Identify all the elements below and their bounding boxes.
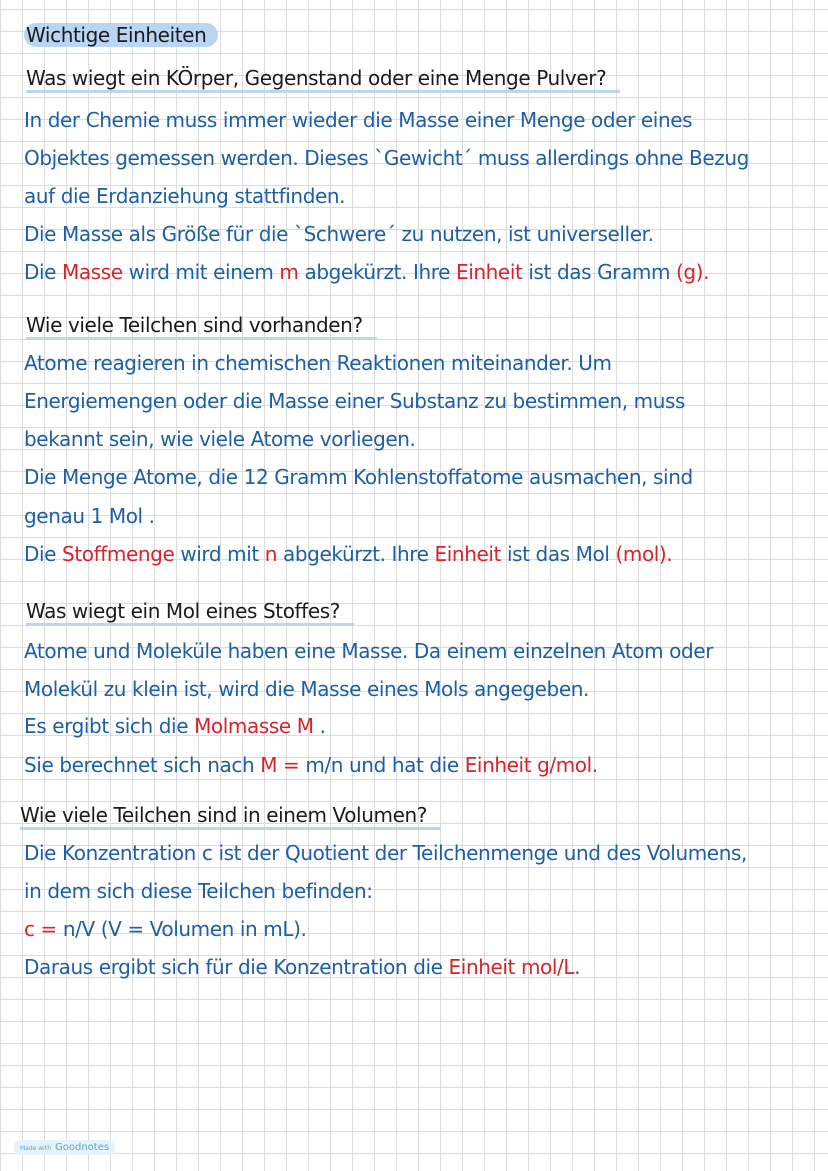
text-segment: Energiemengen oder die Masse einer Substanz zu bestimmen, muss <box>24 389 686 413</box>
highlighted-term: m <box>279 260 299 284</box>
text-line <box>24 540 672 568</box>
highlighted-term: Molmasse M <box>194 714 314 738</box>
section-heading-row <box>26 311 377 339</box>
text-segment: wird mit einem <box>122 260 280 284</box>
highlighted-term: Einheit <box>455 260 523 284</box>
goodnotes-watermark <box>14 1140 115 1155</box>
text-segment: In der Chemie muss immer wieder die Masse einer Menge oder eines <box>24 108 693 132</box>
highlighted-term: Einheit g/mol. <box>464 753 598 777</box>
text-segment: wird mit <box>174 542 265 566</box>
text-segment: ist das Mol <box>500 542 616 566</box>
text-line <box>24 915 306 943</box>
text-line <box>24 144 749 172</box>
text-segment: bekannt sein, wie viele Atome vorliegen. <box>24 427 416 451</box>
text-segment: m/n und hat die <box>305 753 465 777</box>
section-heading-row <box>26 64 620 92</box>
section-heading: Was wiegt ein Mol eines Stoffes? <box>26 599 354 626</box>
text-line <box>24 220 654 248</box>
section-heading-row <box>26 597 354 625</box>
text-segment: Die <box>24 542 63 566</box>
text-line <box>24 877 373 905</box>
text-line <box>24 675 589 703</box>
highlighted-term: Einheit <box>434 542 501 566</box>
highlighted-term: n <box>264 542 278 566</box>
text-segment: n/V (V = Volumen in mL). <box>62 917 307 941</box>
highlighted-term: (g). <box>675 260 710 284</box>
text-segment: genau 1 Mol . <box>24 504 155 528</box>
section-heading: Wie viele Teilchen sind in einem Volumen? <box>20 803 441 830</box>
highlighted-term: Stoffmenge <box>62 542 175 566</box>
watermark-brand: Goodnotes <box>55 1142 110 1153</box>
text-segment: Molekül zu klein ist, wird die Masse eines Mols angegeben. <box>24 677 589 701</box>
text-line <box>24 387 685 415</box>
section-heading: Was wiegt ein KÖrper, Gegenstand oder eine Menge Pulver? <box>26 66 620 93</box>
text-segment: Objektes gemessen werden. Dieses `Gewicht´ muss allerdings ohne Bezug <box>24 146 749 170</box>
text-segment: auf die Erdanziehung stattfinden. <box>24 184 346 208</box>
text-segment: in dem sich diese Teilchen befinden: <box>24 879 373 903</box>
text-line <box>24 463 693 491</box>
highlighted-term: M = <box>260 753 306 777</box>
section-heading-row <box>20 801 441 829</box>
text-line <box>24 106 692 134</box>
highlighted-term: Masse <box>62 260 123 284</box>
section-heading: Wie viele Teilchen sind vorhanden? <box>26 313 377 340</box>
text-line <box>24 637 713 665</box>
text-segment: Die <box>24 260 63 284</box>
text-line <box>24 182 345 210</box>
text-line <box>24 258 709 286</box>
text-line <box>24 425 416 453</box>
text-line <box>24 712 326 740</box>
text-segment: Es ergibt sich die <box>24 714 195 738</box>
text-segment: Die Konzentration c ist der Quotient der Teilchenmenge und des Volumens, <box>24 841 747 865</box>
text-segment: Sie berechnet sich nach <box>24 753 261 777</box>
text-line <box>24 751 598 779</box>
text-segment: . <box>313 714 326 738</box>
text-line <box>24 839 747 867</box>
text-line <box>24 502 155 530</box>
highlighted-term: c = <box>24 917 63 941</box>
text-segment: abgekürzt. Ihre <box>298 260 456 284</box>
text-segment: Die Menge Atome, die 12 Gramm Kohlenstoffatome ausmachen, sind <box>24 465 693 489</box>
text-segment: ist das Gramm <box>522 260 676 284</box>
highlighted-term: (mol). <box>615 542 673 566</box>
note-title: Wichtige Einheiten <box>24 23 218 47</box>
text-segment: abgekürzt. Ihre <box>277 542 435 566</box>
text-line <box>24 953 580 981</box>
text-segment: Atome und Moleküle haben eine Masse. Da einem einzelnen Atom oder <box>24 639 714 663</box>
watermark-prefix: Made with <box>20 1145 51 1152</box>
note-title-row <box>24 21 218 49</box>
text-segment: Die Masse als Größe für die `Schwere´ zu nutzen, ist universeller. <box>24 222 654 246</box>
highlighted-term: Einheit mol/L. <box>448 955 581 979</box>
text-segment: Daraus ergibt sich für die Konzentration die <box>24 955 449 979</box>
text-line <box>24 349 612 377</box>
text-segment: Atome reagieren in chemischen Reaktionen miteinander. Um <box>24 351 612 375</box>
